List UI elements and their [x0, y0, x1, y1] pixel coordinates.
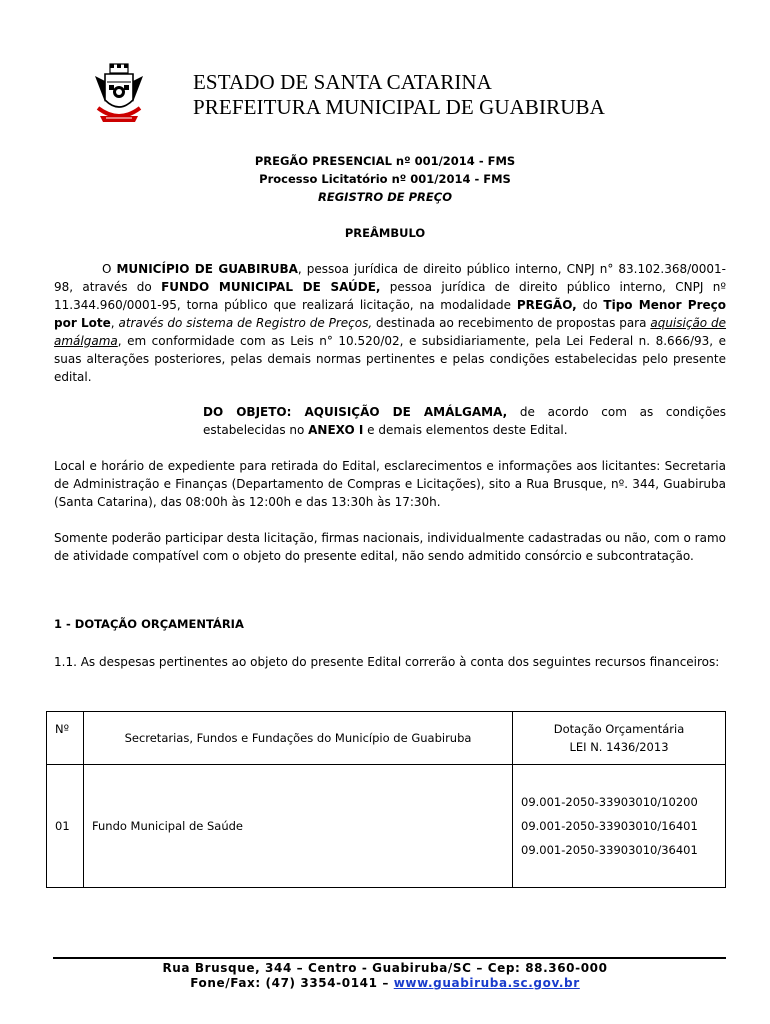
- footer-divider: [53, 957, 726, 959]
- website-link[interactable]: www.guabiruba.sc.gov.br: [393, 976, 580, 990]
- table-header-row: [47, 712, 726, 765]
- footer: [0, 961, 770, 991]
- footer-address: Rua Brusque, 344 – Centro - Guabiruba/SC – Cep: 88.360-000: [162, 961, 608, 975]
- preambulo-title: PREÂMBULO: [344, 226, 426, 240]
- header-titles: [193, 70, 605, 120]
- row-codes: [513, 765, 726, 888]
- header-dotacao: Dotação Orçamentária LEI N. 1436/2013: [513, 712, 726, 765]
- preambulo-paragraph: O MUNICÍPIO DE GUABIRUBA, pessoa jurídica de direito público interno, CNPJ n° 83.102.368/0001-98, através do FUNDO MUNICIPAL DE SAÚDE, pessoa jurídica de direito público interno, CNPJ nº 11.344.960/0001-95, torna público que realizará licitação, na modalidade PREGÃO, do Tipo Menor Preço por Lote, através do sistema de Registro de Preços, destinada ao recebimento de propostas para aquisição de amálgama, em conformidade com as Leis n° 10.520/02, e subsidiariamente, pela Lei Federal n. 8.666/93, e suas alterações posteriores, pelas demais normas pertinentes e pelas condições estabelecidas pelo presente edital.: [54, 262, 727, 384]
- document-heading: [0, 152, 770, 206]
- header-num: Nº: [47, 712, 84, 765]
- section-1-title: 1 - DOTAÇÃO ORÇAMENTÁRIA: [54, 617, 244, 631]
- row-num: 01: [47, 765, 84, 888]
- local-paragraph: Local e horário de expediente para retirada do Edital, esclarecimentos e informações aos licitantes: Secretaria de Administração e Finanças (Departamento de Compras e Licitações), sito a Rua Brusque, nº. 344, Guabiruba (Santa Catarina), das 08:00h às 12:00h e das 13:30h às 17:30h.: [54, 459, 726, 509]
- code-item: 09.001-2050-33903010/10200: [521, 795, 698, 809]
- header-secretarias: Secretarias, Fundos e Fundações do Município de Guabiruba: [84, 712, 513, 765]
- section-1-text: 1.1. As despesas pertinentes ao objeto do presente Edital correrão à conta dos seguintes recursos financeiros:: [54, 655, 720, 669]
- municipal-crest-icon: [92, 62, 146, 130]
- participacao-paragraph: Somente poderão participar desta licitação, firmas nacionais, individualmente cadastradas ou não, com o ramo de atividade compatível com o objeto do presente edital, não sendo admitido consórcio e subcontratação.: [54, 531, 726, 563]
- header-state: ESTADO DE SANTA CATARINA: [193, 70, 492, 94]
- processo-title: Processo Licitatório nº 001/2014 - FMS: [259, 172, 511, 186]
- pregao-title: PREGÃO PRESENCIAL nº 001/2014 - FMS: [254, 154, 516, 168]
- code-item: 09.001-2050-33903010/16401: [521, 819, 698, 833]
- row-name: Fundo Municipal de Saúde: [84, 765, 513, 888]
- budget-table: [46, 711, 726, 888]
- footer-contact: Fone/Fax: (47) 3354-0141 – www.guabiruba.sc.gov.br: [190, 976, 580, 990]
- code-item: 09.001-2050-33903010/36401: [521, 843, 698, 857]
- objeto-paragraph: DO OBJETO: AQUISIÇÃO DE AMÁLGAMA, de acordo com as condições estabelecidas no ANEXO I e demais elementos deste Edital.: [203, 405, 726, 437]
- table-row: [47, 765, 726, 888]
- header-prefecture: PREFEITURA MUNICIPAL DE GUABIRUBA: [193, 95, 605, 119]
- registro-title: REGISTRO DE PREÇO: [318, 190, 452, 204]
